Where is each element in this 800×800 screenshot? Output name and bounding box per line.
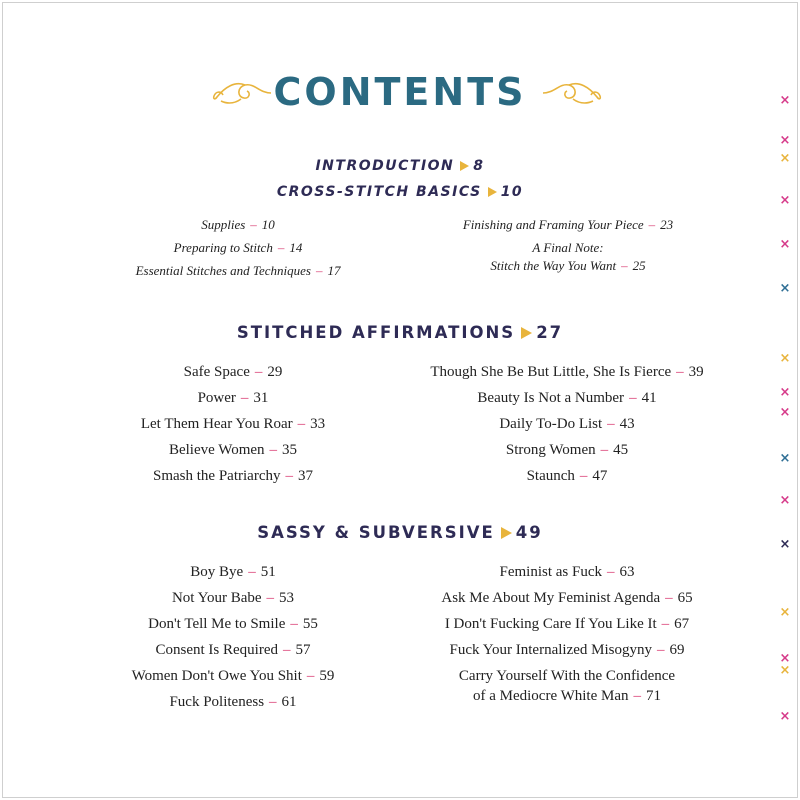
right-swirl-ornament [541, 77, 603, 109]
dash-separator: – [648, 217, 656, 232]
entry-title: Beauty Is Not a Number [477, 390, 625, 406]
toc-entry[interactable] [83, 668, 383, 685]
entry-title: Fuck Your Internalized Misogyny [449, 642, 652, 658]
entry-title: Carry Yourself With the Confidence [458, 668, 676, 684]
dash-separator: – [277, 240, 285, 255]
entry-page: 63 [619, 564, 635, 580]
arrow-icon [488, 187, 497, 197]
entry-page: 45 [613, 442, 629, 458]
intro-page: 8 [473, 158, 485, 174]
sassy-page: 49 [515, 523, 543, 542]
entry-title: Staunch [526, 468, 575, 484]
toc-entry[interactable] [63, 240, 413, 256]
toc-entry[interactable] [387, 590, 747, 607]
entry-title: Feminist as Fuck [499, 564, 602, 580]
entry-title: Finishing and Framing Your Piece [462, 217, 644, 232]
cross-stitch-icon: × [779, 281, 791, 296]
entry-title: Preparing to Stitch [173, 240, 273, 255]
entry-page: 17 [327, 263, 341, 278]
entry-title: Stitch the Way You Want [490, 258, 617, 273]
toc-entry[interactable] [83, 564, 383, 581]
dash-separator: – [306, 668, 315, 684]
arrow-icon [501, 527, 512, 539]
entry-title: Essential Stitches and Techniques [135, 263, 311, 278]
cross-stitch-icon: × [779, 237, 791, 252]
entry-page: 31 [253, 390, 269, 406]
book-page [2, 2, 798, 798]
basics-label: CROSS-STITCH BASICS [276, 184, 482, 200]
toc-entry[interactable] [83, 642, 383, 659]
dash-separator: – [600, 442, 609, 458]
toc-entry[interactable] [387, 642, 747, 659]
cross-stitch-icon: × [779, 493, 791, 508]
intro-label: INTRODUCTION [315, 158, 455, 174]
dash-separator: – [607, 564, 615, 580]
entry-title: Supplies [201, 217, 246, 232]
entry-title: Women Don't Owe You Shit [131, 668, 302, 684]
entry-page: 33 [310, 416, 326, 432]
entry-page: 51 [260, 564, 276, 580]
dash-separator: – [629, 390, 637, 406]
toc-entry[interactable] [83, 442, 383, 459]
cross-stitch-icon: × [779, 663, 791, 678]
entry-title: Strong Women [505, 442, 596, 458]
dash-separator: – [282, 642, 291, 658]
entry-title: Believe Women [168, 442, 265, 458]
cross-stitch-icon: × [779, 351, 791, 366]
entry-title: Fuck Politeness [169, 694, 265, 710]
entry-page: 57 [295, 642, 311, 658]
entry-page: 41 [641, 390, 657, 406]
dash-separator: – [633, 688, 641, 704]
dash-separator: – [657, 642, 665, 658]
cross-stitch-icon: × [779, 385, 791, 400]
arrow-icon [460, 161, 469, 171]
entry-page: 29 [267, 364, 283, 380]
cross-stitch-icon: × [779, 93, 791, 108]
toc-entry[interactable] [387, 688, 747, 705]
dash-separator: – [266, 590, 275, 606]
entry-page: 53 [279, 590, 295, 606]
sassy-heading[interactable] [3, 523, 797, 542]
dash-separator: – [269, 442, 278, 458]
entry-page: 69 [669, 642, 685, 658]
title-row [3, 67, 797, 117]
toc-entry[interactable] [393, 240, 743, 256]
dash-separator: – [315, 263, 323, 278]
entry-page: 55 [302, 616, 318, 632]
entry-page: 71 [646, 688, 661, 704]
toc-entry[interactable] [387, 390, 747, 407]
entry-page: 10 [261, 217, 275, 232]
toc-entry[interactable] [387, 468, 747, 485]
cross-stitch-icon: × [779, 405, 791, 420]
entry-title: Let Them Hear You Roar [140, 416, 293, 432]
dash-separator: – [285, 468, 293, 484]
dash-separator: – [661, 616, 670, 632]
dash-separator: – [240, 390, 249, 406]
intro-heading[interactable] [3, 158, 797, 174]
dash-separator: – [579, 468, 588, 484]
entry-page: 37 [297, 468, 313, 484]
toc-entry[interactable] [387, 616, 747, 633]
cross-stitch-icon: × [779, 133, 791, 148]
entry-title: Don't Tell Me to Smile [148, 616, 286, 632]
dash-separator: – [676, 364, 684, 380]
affirmations-page: 27 [536, 323, 564, 342]
entry-title: I Don't Fucking Care If You Like It [444, 616, 657, 632]
basics-page: 10 [500, 184, 524, 200]
cross-stitch-icon: × [779, 709, 791, 724]
toc-entry[interactable] [63, 217, 413, 233]
toc-entry[interactable] [387, 668, 747, 685]
toc-entry[interactable] [83, 694, 383, 711]
dash-separator: – [250, 217, 257, 232]
entry-page: 47 [592, 468, 608, 484]
dash-separator: – [290, 616, 298, 632]
cross-stitch-icon: × [779, 151, 791, 166]
toc-entry[interactable] [83, 364, 383, 381]
sassy-label: SASSY & SUBVERSIVE [257, 523, 495, 542]
entry-title: Though She Be But Little, She Is Fierce [430, 364, 672, 380]
cross-stitch-icon: × [779, 451, 791, 466]
arrow-icon [521, 327, 532, 339]
entry-page: 61 [281, 694, 297, 710]
toc-entry[interactable] [83, 416, 383, 433]
dash-separator: – [269, 694, 277, 710]
entry-title: Daily To-Do List [499, 416, 603, 432]
entry-title: of a Mediocre White Man [472, 688, 629, 704]
toc-entry[interactable] [83, 616, 383, 633]
dash-separator: – [254, 364, 263, 380]
basics-heading[interactable] [3, 184, 797, 200]
dash-separator: – [607, 416, 615, 432]
dash-separator: – [297, 416, 306, 432]
cross-stitch-icon: × [779, 651, 791, 666]
entry-title: Power [197, 390, 236, 406]
toc-entry[interactable] [387, 564, 747, 581]
entry-title: A Final Note: [532, 240, 604, 255]
entry-title: Smash the Patriarchy [153, 468, 281, 484]
entry-title: Not Your Babe [171, 590, 262, 606]
cross-stitch-icon: × [779, 537, 791, 552]
entry-page: 23 [660, 217, 674, 232]
toc-entry[interactable] [83, 390, 383, 407]
toc-entry[interactable] [63, 263, 413, 279]
dash-separator: – [621, 258, 628, 273]
dash-separator: – [665, 590, 673, 606]
entry-page: 39 [688, 364, 704, 380]
toc-entry[interactable] [387, 364, 747, 381]
toc-entry[interactable] [387, 416, 747, 433]
entry-title: Consent Is Required [155, 642, 278, 658]
entry-page: 43 [619, 416, 635, 432]
affirmations-heading[interactable] [3, 323, 797, 342]
entry-page: 35 [282, 442, 298, 458]
entry-page: 14 [289, 240, 303, 255]
entry-page: 67 [674, 616, 690, 632]
toc-entry[interactable] [387, 442, 747, 459]
toc-entry[interactable] [393, 217, 743, 233]
toc-entry[interactable] [83, 590, 383, 607]
entry-page: 25 [632, 258, 646, 273]
entry-title: Ask Me About My Feminist Agenda [441, 590, 661, 606]
toc-entry[interactable] [393, 258, 743, 274]
cross-stitch-icon: × [779, 193, 791, 208]
entry-page: 65 [677, 590, 693, 606]
page-title: CONTENTS [273, 70, 527, 114]
affirmations-label: STITCHED AFFIRMATIONS [236, 323, 516, 342]
dash-separator: – [248, 564, 256, 580]
entry-page: 59 [319, 668, 335, 684]
cross-stitch-icon: × [779, 605, 791, 620]
toc-entry[interactable] [83, 468, 383, 485]
entry-title: Boy Bye [190, 564, 244, 580]
entry-title: Safe Space [183, 364, 250, 380]
